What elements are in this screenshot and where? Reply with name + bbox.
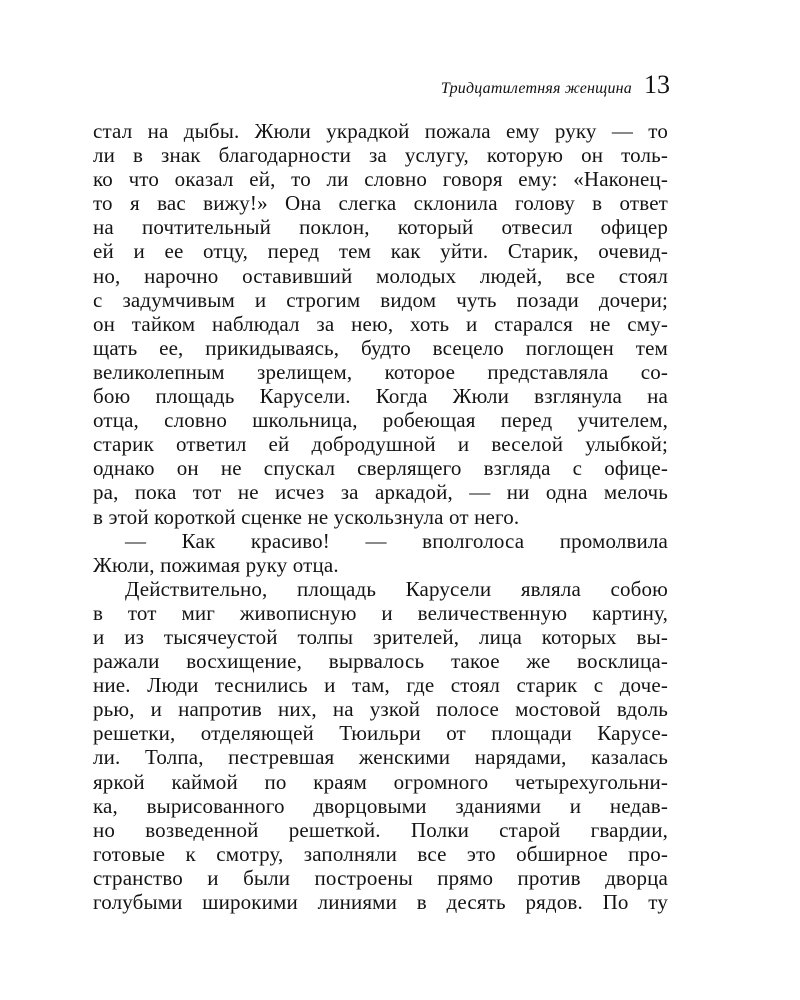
text-line: — Как красиво! — вполголоса промолвила bbox=[125, 528, 668, 553]
text-line: щать ее, прикидываясь, будто всецело поглощен тем bbox=[93, 335, 668, 360]
text-line: стал на дыбы. Жюли украдкой пожала ему руку — то bbox=[93, 119, 668, 143]
text-line: ей и ее отцу, перед тем как уйти. Старик, очевид- bbox=[93, 239, 668, 264]
text-line: решетки, отделяющей Тюильри от площади Карусе- bbox=[93, 721, 668, 746]
text-line: то я вас вижу!» Она слегка склонила голову в ответ bbox=[93, 191, 668, 216]
body-text bbox=[93, 119, 668, 914]
text-line: ражали восхищение, вырвалось такое же восклица- bbox=[93, 649, 668, 674]
text-line: ко что оказал ей, то ли словно говоря ему: «Наконец- bbox=[93, 167, 668, 192]
text-line: в тот миг живописную и величественную картину, bbox=[93, 600, 668, 625]
text-line: но возведенной решеткой. Полки старой гвардии, bbox=[93, 817, 668, 842]
text-line: в этой короткой сценке не ускользнула от него. bbox=[93, 504, 520, 529]
running-head bbox=[441, 72, 670, 98]
text-line: Жюли, пожимая руку отца. bbox=[93, 552, 339, 577]
text-line: яркой каймой по краям огромного четырехугольни- bbox=[93, 769, 668, 794]
text-line: отца, словно школьница, робеющая перед учителем, bbox=[93, 408, 668, 433]
text-line: но, нарочно оставивший молодых людей, все стоял bbox=[93, 263, 668, 288]
text-line: ра, пока тот не исчез за аркадой, — ни одна мелочь bbox=[93, 480, 668, 505]
text-line: готовые к смотру, заполняли все это обширное про- bbox=[93, 841, 668, 866]
text-line: на почтительный поклон, который отвесил офицер bbox=[93, 215, 668, 240]
text-line: голубыми широкими линиями в десять рядов. По ту bbox=[93, 890, 668, 914]
text-line: старик ответил ей добродушной и веселой улыбкой; bbox=[93, 432, 668, 457]
text-line: бою площадь Карусели. Когда Жюли взглянула на bbox=[93, 384, 668, 409]
text-line: и из тысячеустой толпы зрителей, лица которых вы- bbox=[93, 624, 668, 649]
text-line: он тайком наблюдал за нею, хоть и старался не сму- bbox=[93, 311, 668, 336]
text-line: с задумчивым и строгим видом чуть позади дочери; bbox=[93, 287, 668, 312]
text-line: странство и были построены прямо против дворца bbox=[93, 865, 668, 890]
text-line: однако он не спускал сверлящего взгляда с офице- bbox=[93, 456, 668, 481]
text-line: Действительно, площадь Карусели являла собою bbox=[125, 576, 668, 601]
running-title: Тридцатилетняя женщина bbox=[440, 80, 632, 97]
text-line: ли. Толпа, пестревшая женскими нарядами, казалась bbox=[93, 745, 668, 770]
page-number: 13 bbox=[644, 70, 670, 99]
text-line: ка, вырисованного дворцовыми зданиями и недав- bbox=[93, 793, 668, 818]
text-line: великолепным зрелищем, которое представляла со- bbox=[93, 359, 668, 384]
text-line: рью, и напротив них, на узкой полосе мостовой вдоль bbox=[93, 697, 668, 722]
text-line: ние. Люди теснились и там, где стоял старик с доче- bbox=[93, 673, 668, 698]
text-line: ли в знак благодарности за услугу, которую он толь- bbox=[93, 143, 668, 168]
